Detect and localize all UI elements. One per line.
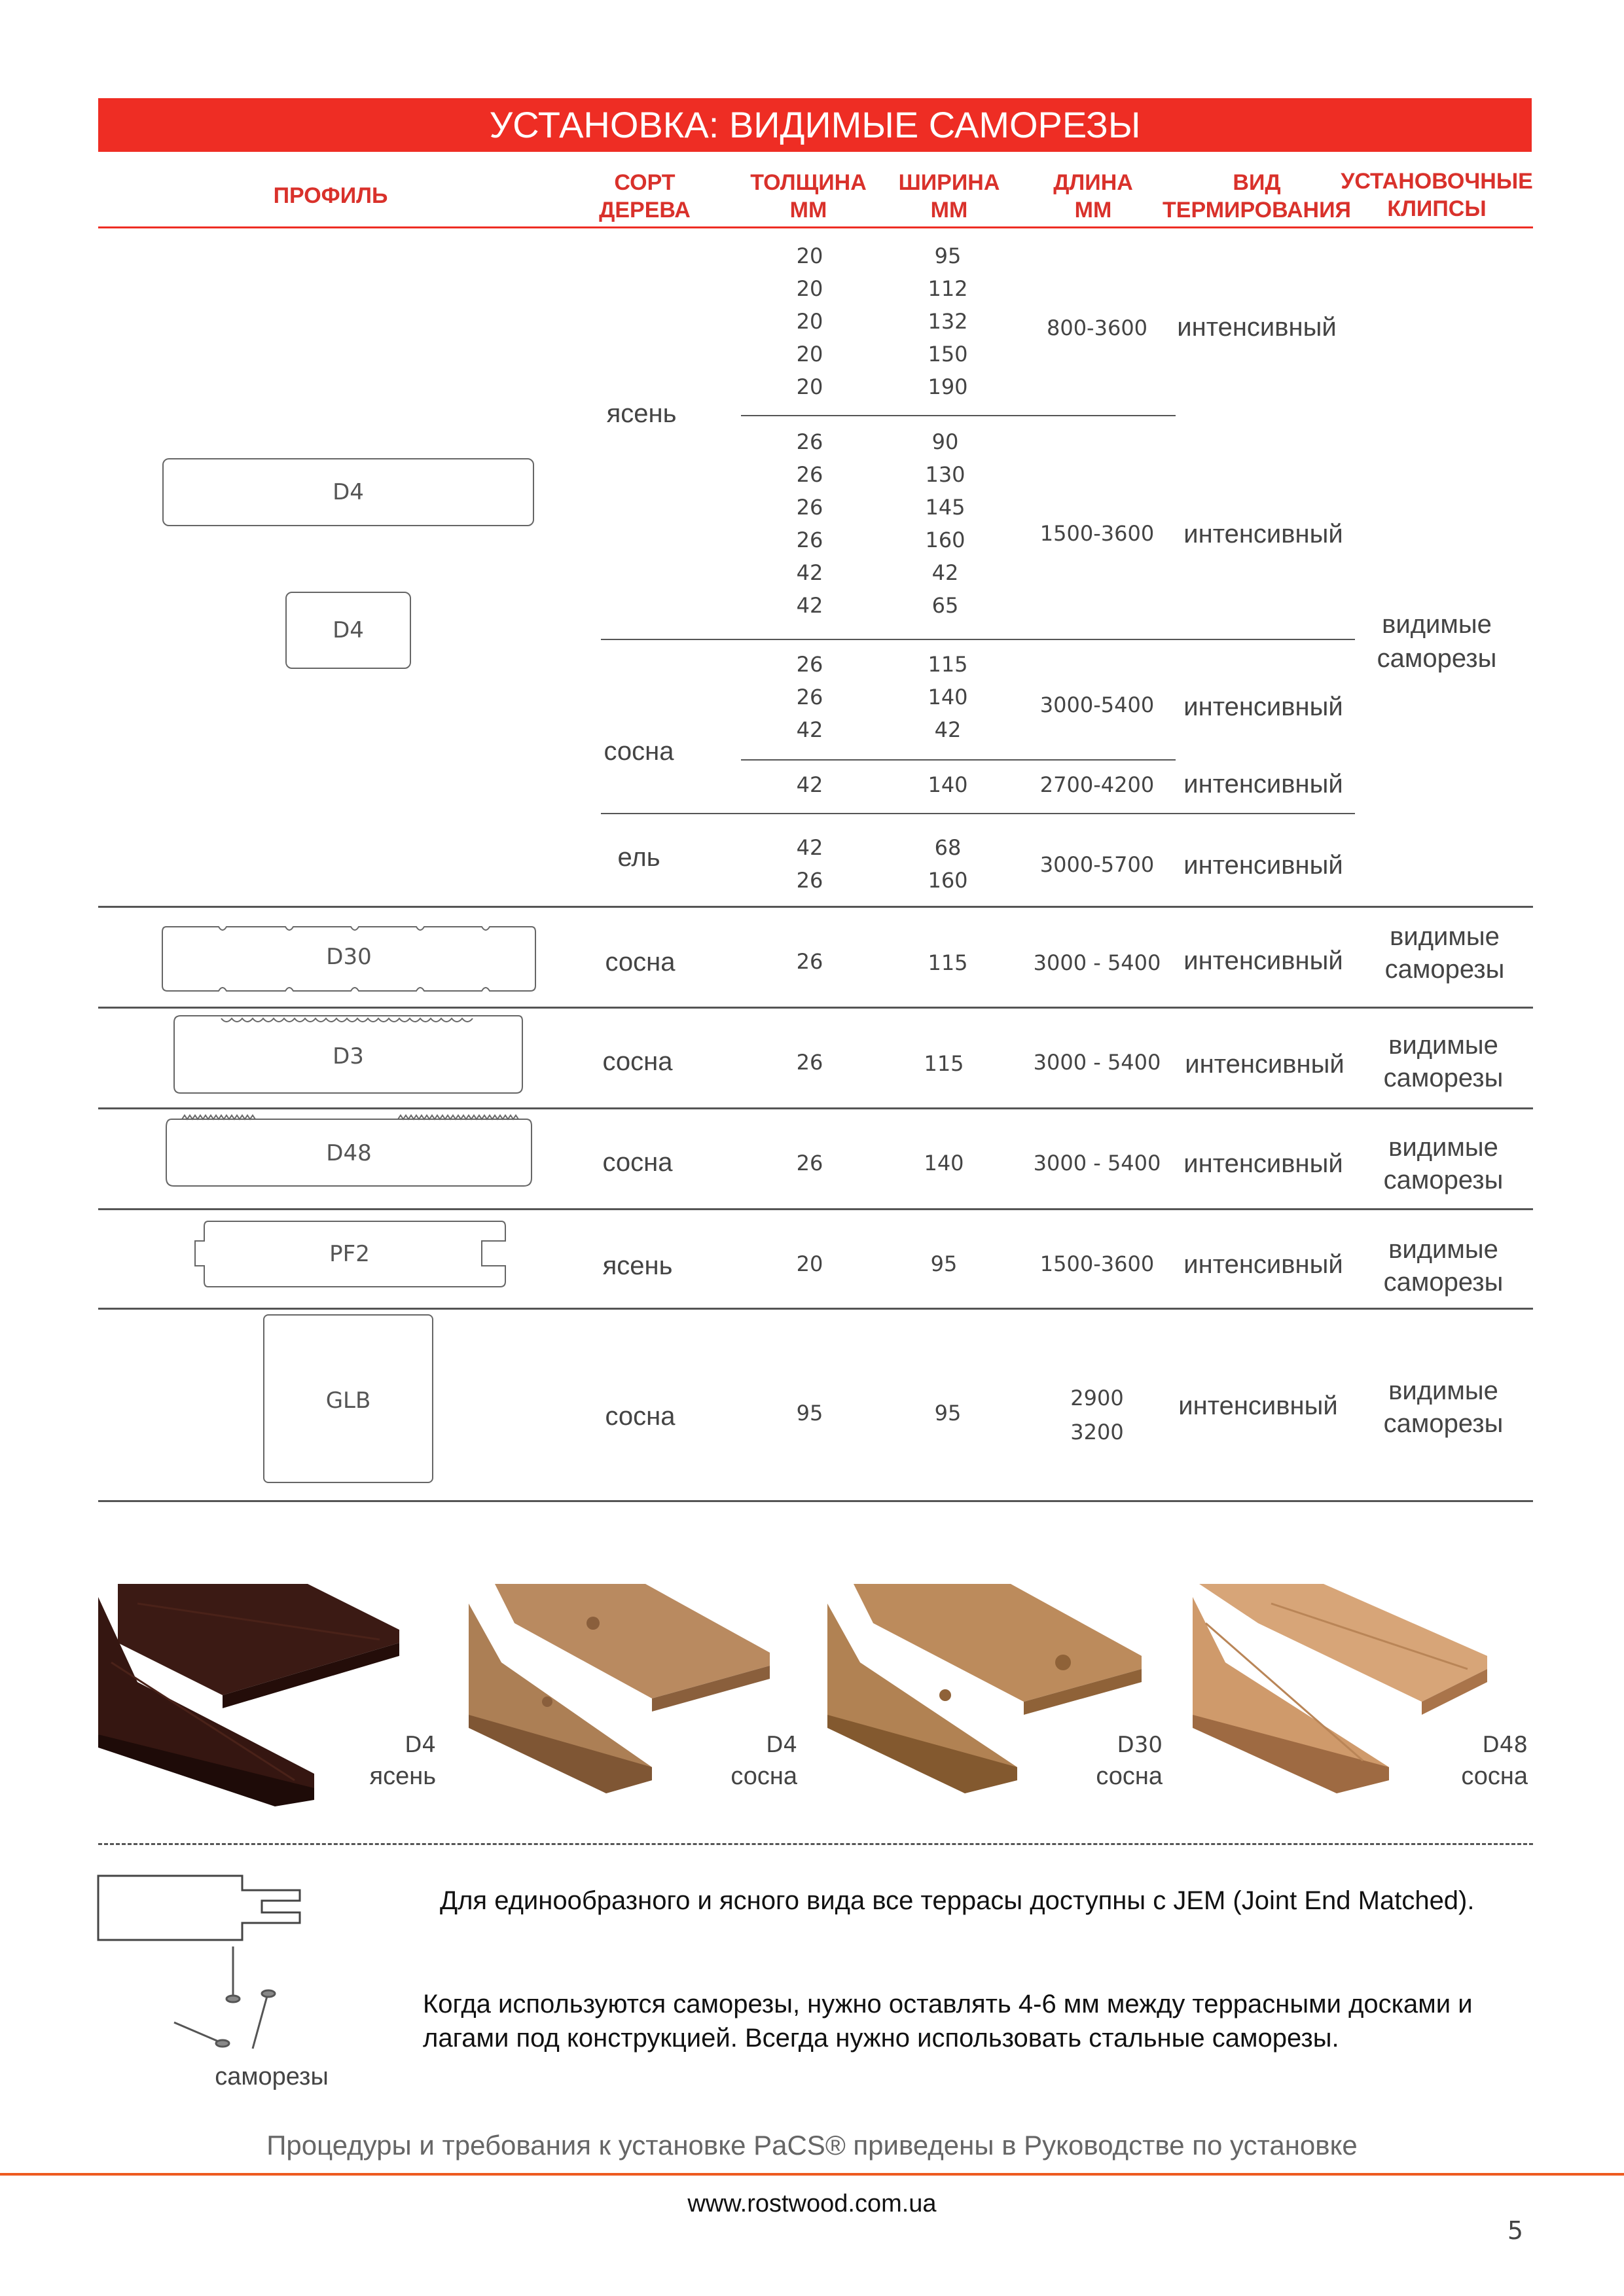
clips-value: видимые саморезы: [1383, 1031, 1504, 1092]
treatment-value: интенсивный: [1185, 1050, 1344, 1079]
profile-label: D3: [333, 1043, 364, 1069]
profile-d30: [160, 924, 538, 994]
header-thickness: ТОЛЩИНА ММ: [750, 170, 867, 223]
row-divider: [601, 639, 1355, 640]
thickness-value: 26: [796, 868, 823, 893]
board-caption: D48 сосна: [1461, 1732, 1528, 1790]
row-divider: [98, 1208, 1533, 1210]
thickness-value: 26: [796, 652, 823, 677]
page-title: УСТАНОВКА: ВИДИМЫЕ САМОРЕЗЫ: [98, 98, 1532, 152]
row-divider: [98, 1007, 1533, 1009]
thickness-value: 20: [796, 243, 823, 268]
thickness-value: 26: [796, 495, 823, 520]
length-value: 1500-3600: [1039, 1251, 1155, 1276]
width-value: 150: [928, 342, 968, 367]
width-value: 160: [925, 528, 965, 552]
length-value: 3000 - 5400: [1033, 950, 1161, 975]
width-value: 90: [931, 429, 959, 454]
clips-value: видимые саморезы: [1383, 1376, 1504, 1438]
thickness-value: 42: [796, 593, 823, 618]
treatment-value: интенсивный: [1183, 851, 1343, 880]
width-value: 115: [928, 652, 968, 677]
thickness-value: 42: [796, 835, 823, 860]
width-value: 42: [931, 560, 959, 585]
width-value: 160: [928, 868, 968, 893]
procedures-note: Процедуры и требования к установке PaCS® приведены в Руководстве по установке: [266, 2130, 1358, 2161]
wood-value: сосна: [602, 1047, 673, 1076]
profile-d4-wide: D4: [162, 458, 534, 526]
length-value: 800-3600: [1046, 315, 1148, 340]
wood-value: ясень: [606, 399, 677, 428]
length-value: 3000 - 5400: [1033, 1151, 1161, 1175]
thickness-value: 26: [796, 949, 823, 974]
profile-d4-narrow: D4: [285, 592, 411, 669]
wood-value: сосна: [605, 948, 676, 977]
row-divider: [741, 759, 1176, 761]
profile-label: PF2: [329, 1241, 370, 1267]
header-treatment: ВИД ТЕРМИРОВАНИЯ: [1163, 170, 1351, 223]
clips-value: видимые саморезы: [1383, 1133, 1504, 1194]
dashed-separator: [98, 1843, 1533, 1845]
screws-icon: [154, 1944, 312, 2062]
thickness-value: 20: [796, 309, 823, 334]
thickness-value: 26: [796, 429, 823, 454]
length-value: 3000-5400: [1039, 692, 1155, 717]
jem-profile-diagram: [96, 1872, 305, 1944]
width-value: 115: [924, 1051, 964, 1076]
header-wood: СОРТ ДЕРЕВА: [599, 170, 691, 223]
treatment-value: интенсивный: [1178, 1391, 1338, 1420]
website-link[interactable]: www.rostwood.com.ua: [687, 2190, 937, 2217]
treatment-value: интенсивный: [1183, 770, 1343, 798]
wood-value: сосна: [602, 1148, 673, 1177]
length-value: 1500-3600: [1039, 521, 1155, 546]
treatment-value: интенсивный: [1183, 520, 1343, 548]
width-value: 95: [934, 243, 962, 268]
footer-rule: [0, 2173, 1624, 2176]
thickness-value: 26: [796, 1151, 823, 1175]
profile-label: D48: [326, 1140, 372, 1166]
width-value: 130: [925, 462, 965, 487]
jem-note: Для единообразного и ясного вида все террасы доступны с JEM (Joint End Matched).: [440, 1886, 1475, 1915]
table-bottom-rule: [98, 1500, 1533, 1502]
width-value: 68: [934, 835, 962, 860]
thickness-value: 20: [796, 374, 823, 399]
screw-gap-note: Когда используются саморезы, нужно оставлять 4-6 мм между террасными досками и лагами под конструкцией. Всегда нужно использовать стальные саморезы.: [423, 1990, 1473, 2053]
thickness-value: 26: [796, 685, 823, 709]
profile-d3: [171, 1013, 525, 1096]
header-clips: УСТАНОВОЧНЫЕ КЛИПСЫ: [1341, 169, 1533, 221]
treatment-value: интенсивный: [1183, 1250, 1343, 1279]
wood-value: сосна: [605, 1402, 676, 1431]
width-value: 132: [928, 309, 968, 334]
width-value: 42: [934, 717, 962, 742]
length-value: 3000 - 5400: [1033, 1050, 1161, 1075]
thickness-value: 42: [796, 717, 823, 742]
thickness-value: 42: [796, 560, 823, 585]
board-caption: D4 ясень: [369, 1732, 436, 1790]
width-value: 112: [928, 276, 968, 301]
length-value: 2700-4200: [1039, 772, 1155, 797]
wood-value: ель: [617, 843, 660, 872]
thickness-value: 26: [796, 1050, 823, 1075]
wood-value: ясень: [602, 1251, 673, 1280]
row-divider: [98, 1107, 1533, 1109]
profile-d48: [162, 1113, 535, 1189]
treatment-value: интенсивный: [1183, 946, 1343, 975]
profile-glb: GLB: [263, 1314, 433, 1483]
header-rule: [98, 226, 1533, 228]
profile-pf2: [192, 1217, 507, 1291]
wood-value: сосна: [604, 737, 674, 766]
clips-value: видимые саморезы: [1377, 610, 1497, 673]
width-value: 95: [930, 1251, 958, 1276]
thickness-value: 42: [796, 772, 823, 797]
width-value: 140: [928, 772, 968, 797]
row-divider: [98, 1308, 1533, 1310]
thickness-value: 20: [796, 1251, 823, 1276]
row-divider: [741, 415, 1176, 416]
clips-value: видимые саморезы: [1383, 1235, 1504, 1297]
length-value: 3000-5700: [1039, 852, 1155, 877]
header-width: ШИРИНА ММ: [898, 170, 1000, 223]
treatment-value: интенсивный: [1183, 692, 1343, 721]
screws-label: саморезы: [215, 2063, 329, 2090]
row-divider: [98, 906, 1533, 908]
length-value: 2900 3200: [1070, 1386, 1124, 1444]
thickness-value: 95: [796, 1401, 823, 1426]
header-length: ДЛИНА ММ: [1053, 170, 1133, 223]
width-value: 190: [928, 374, 968, 399]
treatment-value: интенсивный: [1177, 313, 1337, 342]
thickness-value: 20: [796, 342, 823, 367]
header-profile: ПРОФИЛЬ: [273, 183, 388, 208]
width-value: 145: [925, 495, 965, 520]
width-value: 140: [928, 685, 968, 709]
width-value: 95: [934, 1401, 962, 1426]
board-caption: D30 сосна: [1096, 1732, 1163, 1790]
profile-label: D30: [326, 944, 372, 970]
thickness-value: 20: [796, 276, 823, 301]
width-value: 65: [931, 593, 959, 618]
board-caption: D4 сосна: [731, 1732, 797, 1790]
width-value: 115: [928, 950, 968, 975]
page-number: 5: [1507, 2216, 1524, 2245]
clips-value: видимые саморезы: [1384, 922, 1505, 984]
thickness-value: 26: [796, 462, 823, 487]
thickness-value: 26: [796, 528, 823, 552]
row-divider: [601, 813, 1355, 814]
treatment-value: интенсивный: [1183, 1149, 1343, 1178]
width-value: 140: [924, 1151, 964, 1175]
